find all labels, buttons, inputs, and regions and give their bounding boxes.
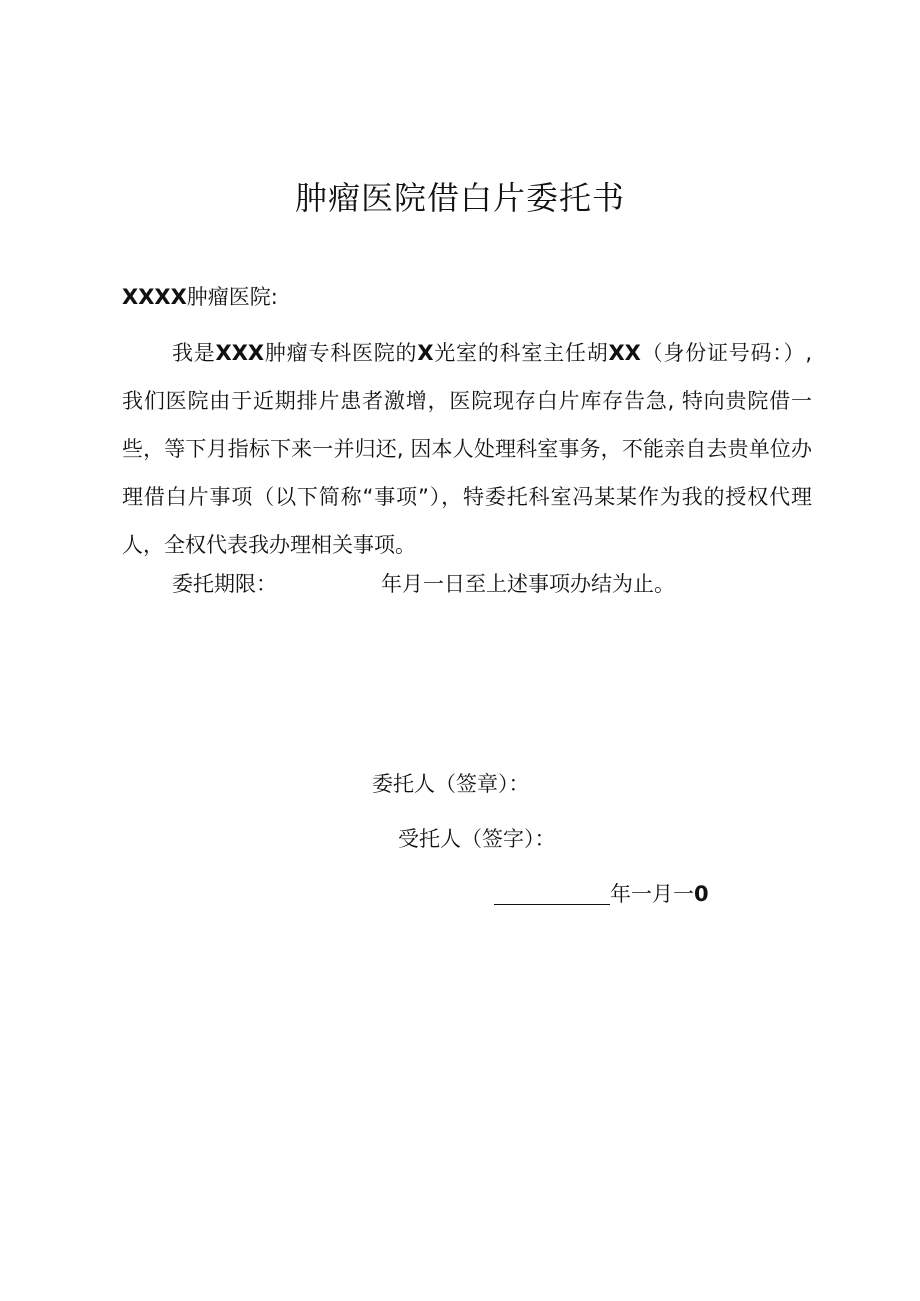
addressee (122, 283, 278, 311)
body-paragraph (122, 329, 812, 569)
body-person-code: XX (608, 341, 641, 365)
term-row (172, 568, 675, 600)
body-text-2: 肿瘤专科医院的 (264, 341, 418, 365)
addressee-name-rest: 肿瘤医院: (186, 285, 278, 309)
term-label: 委托期限： (172, 572, 277, 596)
date-text: 年一月一 (610, 882, 694, 906)
addressee-name-bold: XXXX (122, 285, 187, 309)
body-room-code: X (417, 341, 434, 365)
date-line (494, 878, 709, 910)
body-text-1: 我是 (172, 341, 216, 365)
agent-signature: 受托人（签字）： (398, 827, 556, 851)
body-text-4: （身份证号码：）, 我们医院由于近期排片患者激增，医院现存白片库存告急, 特向贵院借一些，等下月指标下来一并归还, 因本人处理科室事务，不能亲自去贵单位办理借白片事项（以下简称“事项”），特委托科室冯某某作为我的授权代理人，全权代表我办理相关事项。 (122, 341, 813, 557)
body-hospital-code: XXX (215, 341, 265, 365)
body-text-3: 光室的科室主任胡 (433, 341, 609, 365)
principal-signature: 委托人（签章）： (372, 772, 530, 796)
date-zero: 0 (694, 882, 709, 906)
date-blank-underline (494, 878, 610, 905)
document-title: 肿瘤医院借白片委托书 (294, 179, 625, 217)
term-text: 年月一日至上述事项办结为止。 (381, 572, 675, 596)
